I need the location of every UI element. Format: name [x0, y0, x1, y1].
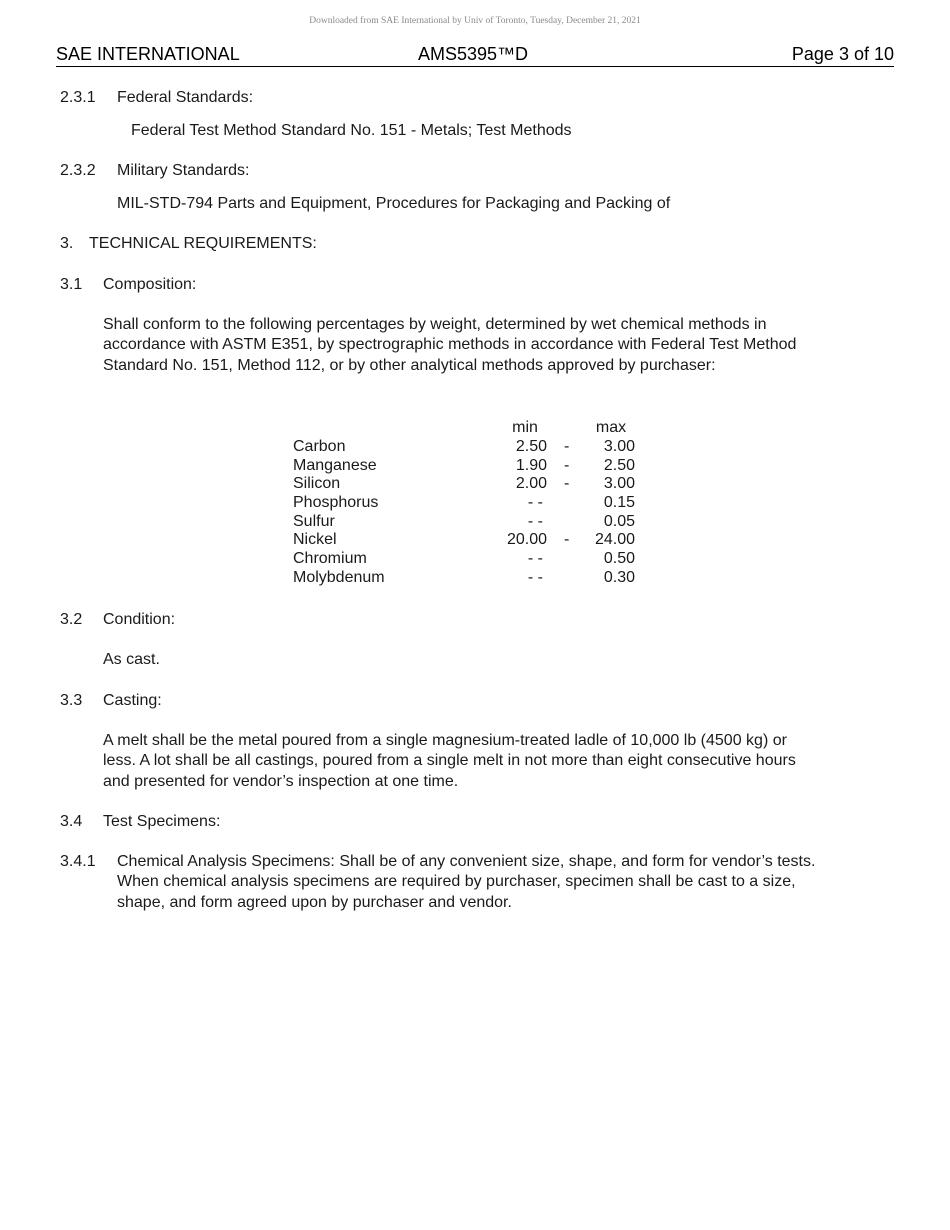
paragraph-line: Shall conform to the following percentages by weight, determined by wet chemical methods in: [103, 316, 767, 333]
paragraph-line: When chemical analysis specimens are required by purchaser, specimen shall be cast to a size,: [117, 873, 796, 891]
section-2-3-1-body: Federal Test Method Standard No. 151 - Metals; Test Methods: [131, 122, 572, 139]
element-name: Nickel: [293, 531, 337, 549]
min-value: 2.50: [515, 438, 547, 455]
min-column-header: min: [512, 419, 538, 436]
section-2-3-1-number: 2.3.1: [60, 89, 96, 106]
element-name: Molybdenum: [293, 568, 385, 586]
section-3-4-number: 3.4: [60, 813, 83, 830]
section-3-4-1-number: 3.4.1: [60, 853, 96, 870]
element-name: Sulfur: [293, 512, 335, 530]
element-name: Manganese: [293, 456, 377, 474]
paragraph-line: and presented for vendor’s inspection at one time.: [103, 772, 459, 790]
element-name: Phosphorus: [293, 494, 379, 512]
max-value: 0.30: [603, 568, 635, 586]
min-value: - -: [527, 568, 543, 586]
min-value: 20.00: [506, 531, 547, 549]
section-3-4-title: Test Specimens:: [103, 813, 221, 830]
section-3-2-body: As cast.: [103, 651, 160, 668]
paragraph-line: shape, and form agreed upon by purchaser and vendor.: [117, 893, 512, 911]
max-value: 3.00: [603, 475, 635, 493]
section-2-3-2-body: MIL-STD-794 Parts and Equipment, Procedures for Packaging and Packing of: [117, 195, 671, 212]
paragraph-line: A melt shall be the metal poured from a single magnesium-treated ladle of 10,000 lb (4500 kg) or: [103, 732, 787, 749]
min-value: 1.90: [515, 456, 547, 474]
paragraph-line: Chemical Analysis Specimens: Shall be of any convenient size, shape, and form for vendor’s tests.: [117, 853, 816, 870]
min-value: - -: [527, 494, 543, 512]
header-page-number: Page 3 of 10: [791, 44, 894, 64]
max-value: 0.50: [603, 550, 635, 568]
element-name: Chromium: [293, 550, 367, 568]
min-value: - -: [527, 550, 543, 568]
paragraph-line: less. A lot shall be all castings, poured from a single melt in not more than eight consecutive hours: [103, 752, 796, 770]
section-3-title: TECHNICAL REQUIREMENTS:: [89, 235, 317, 252]
range-separator: -: [564, 438, 570, 455]
section-3-1-paragraph: [103, 315, 796, 376]
header-org: SAE INTERNATIONAL: [56, 44, 240, 64]
page-header: [56, 44, 894, 67]
section-3-3-title: Casting:: [103, 692, 162, 709]
section-3-3-paragraph: [103, 731, 796, 792]
section-2-3-2-number: 2.3.2: [60, 162, 96, 179]
section-3-number: 3.: [60, 235, 74, 252]
section-3-4-1-paragraph: [117, 852, 815, 913]
max-value: 24.00: [594, 531, 635, 549]
section-3-1-title: Composition:: [103, 276, 197, 293]
section-2-3-1-title: Federal Standards:: [117, 89, 254, 106]
range-separator: -: [564, 475, 570, 493]
paragraph-line: accordance with ASTM E351, by spectrographic methods in accordance with Federal Test Method: [103, 336, 797, 354]
max-value: 0.05: [603, 512, 635, 530]
max-value: 2.50: [603, 456, 635, 474]
section-2-3-2-title: Military Standards:: [117, 162, 250, 179]
range-separator: -: [564, 456, 570, 474]
section-3-1-number: 3.1: [60, 276, 83, 293]
min-value: - -: [527, 512, 543, 530]
section-3-2-title: Condition:: [103, 611, 176, 628]
header-doc-id: AMS5395™D: [418, 44, 529, 64]
max-value: 0.15: [603, 494, 635, 512]
range-separator: -: [564, 531, 570, 549]
section-3-3-number: 3.3: [60, 692, 83, 709]
max-value: 3.00: [603, 438, 635, 455]
element-name: Silicon: [293, 475, 341, 493]
max-column-header: max: [595, 419, 627, 436]
element-name: Carbon: [293, 438, 346, 455]
download-watermark: Downloaded from SAE International by Univ of Toronto, Tuesday, December 21, 2021: [309, 16, 641, 26]
min-value: 2.00: [515, 475, 547, 493]
section-3-2-number: 3.2: [60, 611, 83, 628]
paragraph-line: Standard No. 151, Method 112, or by other analytical methods approved by purchaser:: [103, 356, 716, 374]
